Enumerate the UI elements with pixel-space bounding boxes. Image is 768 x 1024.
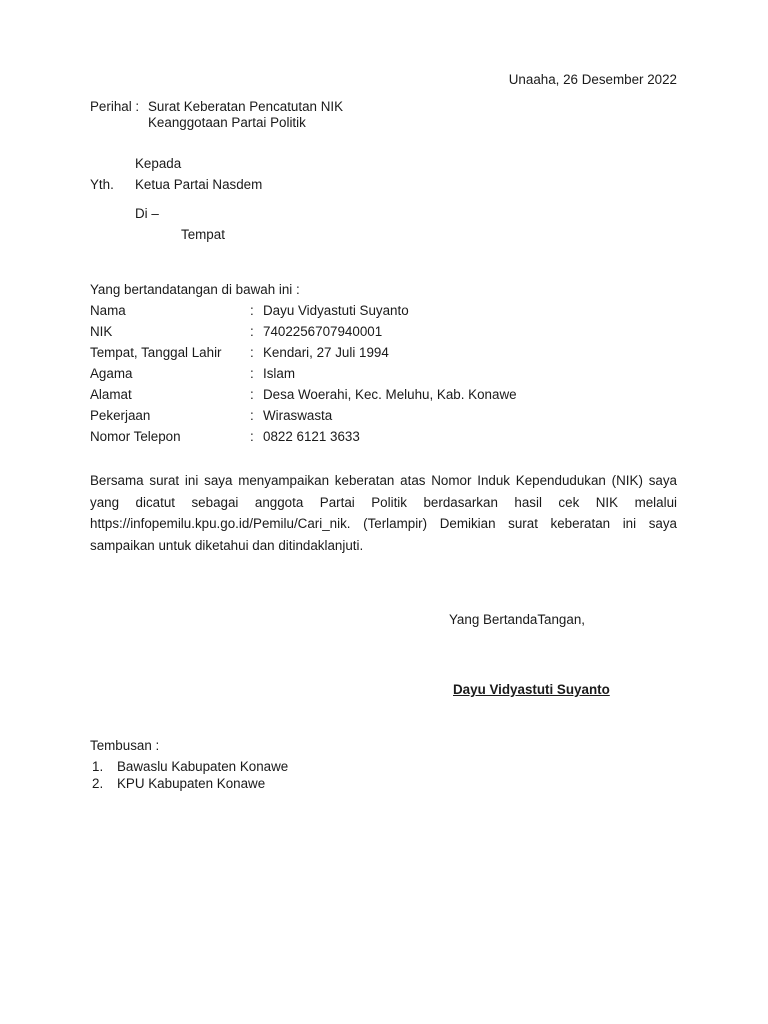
recipient-di: Di – <box>135 206 159 221</box>
cc-label: Tembusan : <box>90 738 160 753</box>
identity-value: Kendari, 27 Juli 1994 <box>263 345 389 360</box>
identity-separator: : <box>250 366 254 381</box>
list-item-number: 1. <box>92 759 104 774</box>
list-item-text: Bawaslu Kabupaten Konawe <box>117 759 289 774</box>
identity-label: Nama <box>90 303 126 318</box>
closing-text: Yang BertandaTangan, <box>449 612 585 627</box>
identity-label: Pekerjaan <box>90 408 151 423</box>
letter-date: Unaaha, 26 Desember 2022 <box>508 72 677 87</box>
subject-line-1: Surat Keberatan Pencatutan NIK <box>148 99 344 114</box>
identity-label: Tempat, Tanggal Lahir <box>90 345 222 360</box>
signer-name: Dayu Vidyastuti Suyanto <box>453 682 610 697</box>
identity-separator: : <box>250 387 254 402</box>
subject-label: Perihal : <box>90 99 140 114</box>
recipient-name: Ketua Partai Nasdem <box>135 177 263 192</box>
identity-label: NIK <box>90 324 113 339</box>
identity-separator: : <box>250 303 254 318</box>
identity-value: 0822 6121 3633 <box>263 429 360 444</box>
recipient-yth: Yth. <box>90 177 114 192</box>
list-item-text: KPU Kabupaten Konawe <box>117 776 266 791</box>
identity-separator: : <box>250 429 254 444</box>
list-item <box>92 760 288 777</box>
identity-label: Nomor Telepon <box>90 429 181 444</box>
identity-label: Agama <box>90 366 133 381</box>
identity-separator: : <box>250 345 254 360</box>
subject-line-2: Keanggotaan Partai Politik <box>148 115 306 130</box>
identity-row <box>90 367 517 388</box>
identity-row <box>90 409 517 430</box>
identity-separator: : <box>250 408 254 423</box>
list-item <box>92 777 288 794</box>
identity-value: 7402256707940001 <box>263 324 383 339</box>
identity-value: Desa Woerahi, Kec. Meluhu, Kab. Konawe <box>263 387 517 402</box>
identity-row <box>90 430 517 451</box>
cc-list <box>92 760 288 794</box>
identity-value: Dayu Vidyastuti Suyanto <box>263 303 409 318</box>
body-paragraph: Bersama surat ini saya menyampaikan keberatan atas Nomor Induk Kependudukan (NIK) saya yang dicatut sebagai anggota Partai Politik berdasarkan hasil cek NIK melalui https://infopemilu.kpu.go.id/Pemilu/Cari_nik. (Terlampir) Demikian surat keberatan ini saya sampaikan untuk diketahui dan ditindaklanjuti. <box>90 473 677 553</box>
identity-value: Islam <box>263 366 295 381</box>
identity-value: Wiraswasta <box>263 408 333 423</box>
identity-row <box>90 388 517 409</box>
identity-row <box>90 325 517 346</box>
identity-table <box>90 304 517 451</box>
list-item-number: 2. <box>92 776 104 791</box>
identity-label: Alamat <box>90 387 132 402</box>
recipient-tempat: Tempat <box>181 227 225 242</box>
identity-row <box>90 304 517 325</box>
identity-row <box>90 346 517 367</box>
recipient-kepada: Kepada <box>135 156 182 171</box>
identity-separator: : <box>250 324 254 339</box>
intro-text: Yang bertandatangan di bawah ini : <box>90 282 300 297</box>
